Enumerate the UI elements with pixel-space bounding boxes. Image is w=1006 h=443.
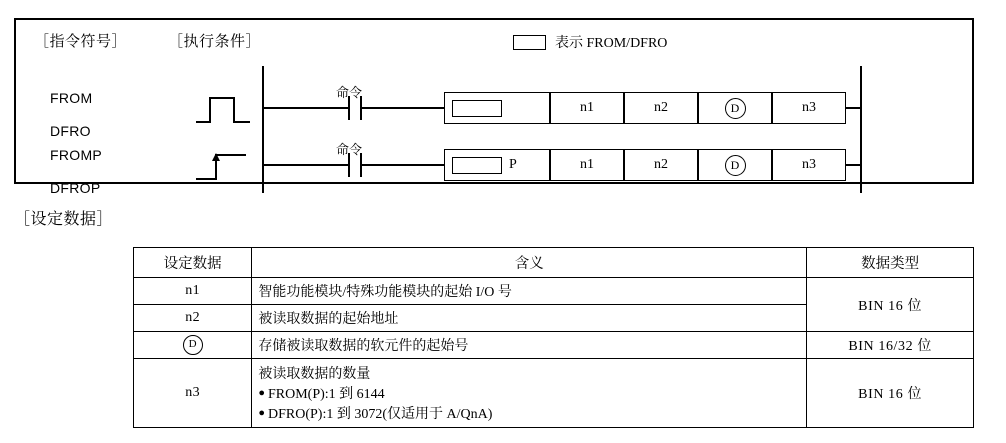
table-header-row [134,248,974,278]
cell-setting-n2: n2 [134,305,252,332]
operand-box-n2: n2 [624,92,698,124]
setting-data-table-wrapper [133,247,974,428]
operand-box-instruction-p [444,149,550,181]
table-header-setting-data: 设定数据 [134,248,252,278]
operand-box-n3: n3 [772,92,846,124]
cell-datatype-bin16: BIN 16 位 [807,278,974,332]
wire-segment [846,164,861,166]
instruction-name-dfrop: DFROP [50,180,101,196]
table-header-meaning: 含义 [252,248,807,278]
wire-segment [846,107,861,109]
table-header-datatype: 数据类型 [807,248,974,278]
operand-box-n2: n2 [624,149,698,181]
execution-condition-rising-edge-waveform-icon [194,151,252,181]
instruction-blank-box-icon [452,100,502,117]
device-d-circle-icon: D [183,335,203,355]
instruction-blank-box-icon [452,157,502,174]
ladder-row-fromp [262,142,862,185]
ladder-row-from [262,85,862,128]
bullet-icon: ● [258,407,265,419]
legend-label: 表示 FROM/DFRO [555,36,668,51]
pulse-suffix-label: P [509,157,517,172]
operand-box-n3: n3 [772,149,846,181]
meaning-n3-line2: ● FROM(P):1 到 6144 [258,387,385,402]
cell-meaning-n3 [252,359,807,428]
cell-datatype-bin16-n3: BIN 16 位 [807,359,974,428]
operand-box-d [698,149,772,181]
bullet-icon: ● [258,387,265,399]
diagram-legend [513,32,667,52]
wire-segment [362,164,444,166]
operand-box-instruction [444,92,550,124]
operand-box-n1: n1 [550,92,624,124]
instruction-name-dfro: DFRO [50,123,91,139]
legend-box-icon [513,35,546,50]
cell-datatype-bin1632: BIN 16/32 位 [807,332,974,359]
cell-setting-n1: n1 [134,278,252,305]
table-row [134,332,974,359]
meaning-n3-line1: 被读取数据的数量 [258,367,371,382]
table-row [134,359,974,428]
cell-setting-n3: n3 [134,359,252,428]
cell-meaning-n1: 智能功能模块/特殊功能模块的起始 I/O 号 [252,278,807,305]
cell-meaning-n2: 被读取数据的起始地址 [252,305,807,332]
wire-segment [264,107,348,109]
command-label-1: 命令 [336,85,363,100]
execution-condition-level-waveform-icon [194,94,252,124]
instruction-name-from: FROM [50,90,93,106]
diagram-header-condition: ［执行条件］ [168,34,262,50]
right-rail [860,123,862,193]
device-d-circle-icon: D [725,155,746,176]
left-rail [262,123,264,193]
instruction-name-fromp: FROMP [50,147,103,163]
cell-meaning-d: 存储被读取数据的软元件的起始号 [252,332,807,359]
contact-normally-open-icon [336,142,363,177]
cell-setting-d [134,332,252,359]
command-label-2: 命令 [336,142,363,157]
operand-box-d [698,92,772,124]
wire-segment [264,164,348,166]
diagram-header-symbol: ［指令符号］ [34,34,128,50]
contact-normally-open-icon [336,85,363,120]
instruction-diagram-panel [14,18,974,196]
wire-segment [362,107,444,109]
device-d-circle-icon: D [725,98,746,119]
meaning-n3-line3: ● DFRO(P):1 到 3072(仅适用于 A/QnA) [258,407,493,422]
operand-box-n1: n1 [550,149,624,181]
section-heading-setting-data: ［设定数据］ [14,211,114,228]
table-row [134,278,974,305]
setting-data-table [133,247,974,428]
